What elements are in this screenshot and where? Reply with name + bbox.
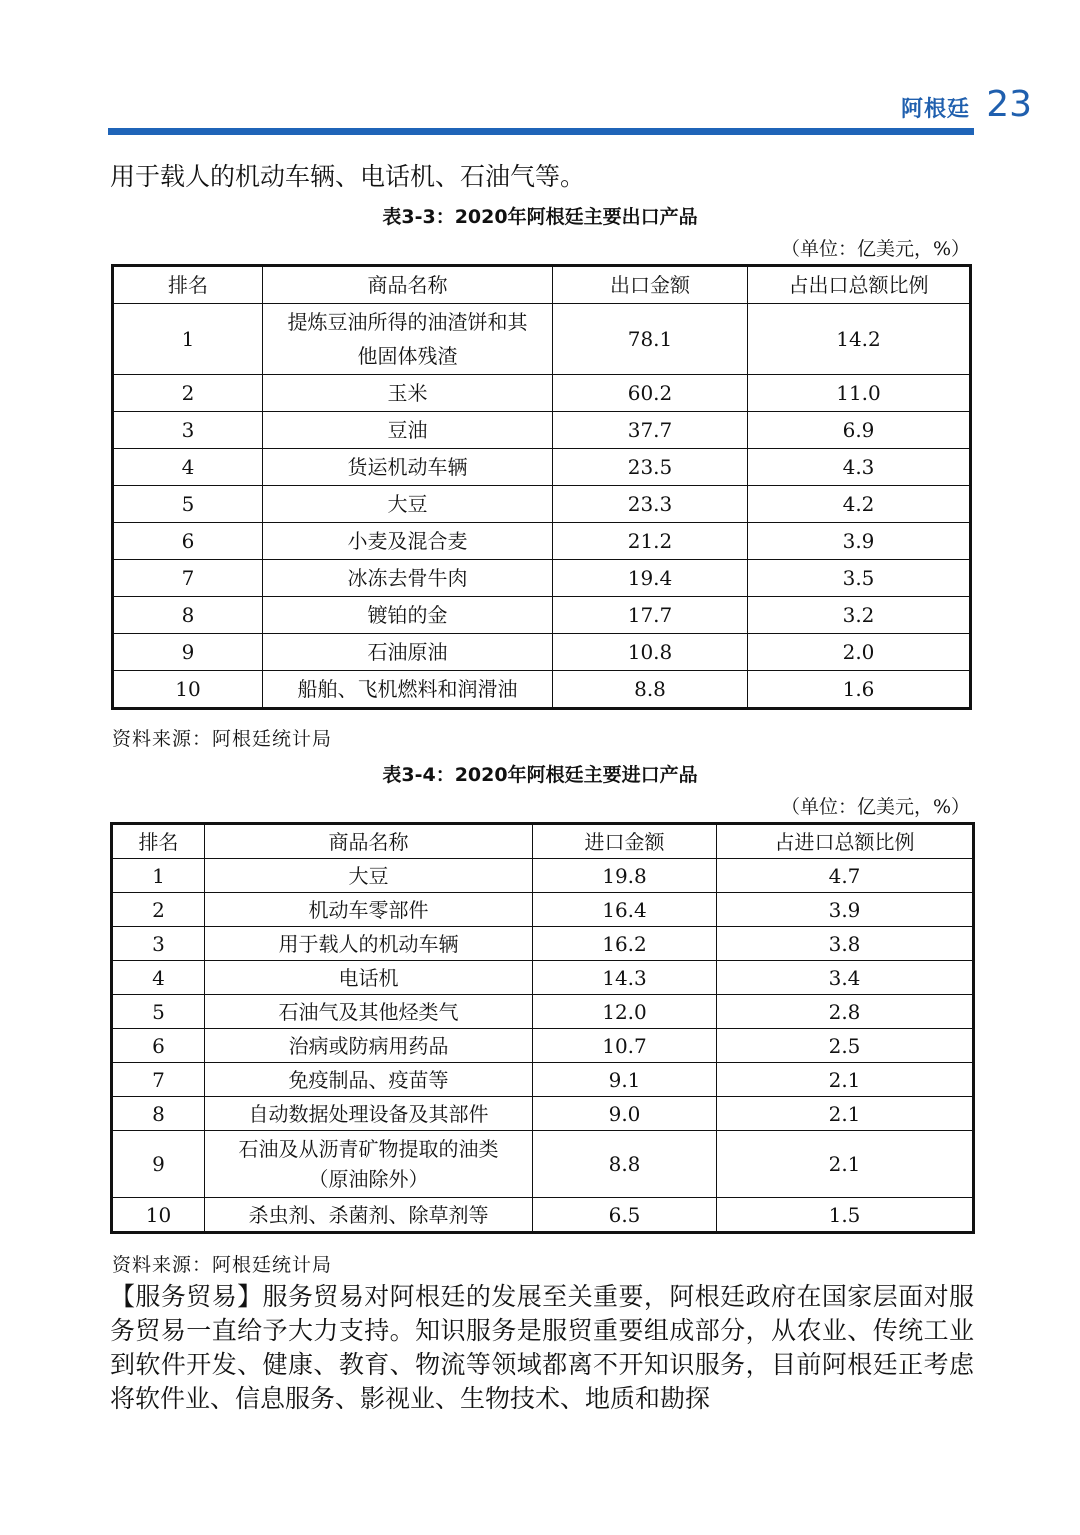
cell-rank: 2 bbox=[112, 893, 205, 927]
cell-share: 2.5 bbox=[717, 1029, 974, 1063]
col-header-product: 商品名称 bbox=[263, 266, 553, 304]
header-rule bbox=[108, 128, 974, 135]
import-table bbox=[110, 822, 975, 1234]
cell-share: 1.6 bbox=[748, 671, 971, 709]
table-row bbox=[112, 1029, 974, 1063]
cell-amount: 9.1 bbox=[533, 1063, 717, 1097]
table-row bbox=[113, 449, 971, 486]
table1-source: 资料来源：阿根廷统计局 bbox=[112, 728, 333, 750]
cell-share: 4.7 bbox=[717, 859, 974, 893]
cell-amount: 9.0 bbox=[533, 1097, 717, 1131]
table-row bbox=[112, 1063, 974, 1097]
cell-rank: 5 bbox=[113, 486, 263, 523]
cell-rank: 4 bbox=[112, 961, 205, 995]
table-row bbox=[112, 893, 974, 927]
cell-product: 治病或防病用药品 bbox=[205, 1029, 533, 1063]
intro-line: 用于载人的机动车辆、电话机、石油气等。 bbox=[110, 162, 586, 191]
cell-amount: 8.8 bbox=[553, 671, 748, 709]
table-row bbox=[112, 1198, 974, 1233]
cell-share: 2.0 bbox=[748, 634, 971, 671]
col-header-share: 占出口总额比例 bbox=[748, 266, 971, 304]
cell-amount: 19.4 bbox=[553, 560, 748, 597]
cell-amount: 37.7 bbox=[553, 412, 748, 449]
cell-product: 大豆 bbox=[263, 486, 553, 523]
table-row bbox=[113, 671, 971, 709]
cell-rank: 6 bbox=[113, 523, 263, 560]
table-row bbox=[113, 486, 971, 523]
cell-amount: 10.7 bbox=[533, 1029, 717, 1063]
cell-share: 1.5 bbox=[717, 1198, 974, 1233]
cell-amount: 16.4 bbox=[533, 893, 717, 927]
table1-unit: （单位：亿美元，%） bbox=[780, 238, 970, 260]
cell-share: 2.1 bbox=[717, 1063, 974, 1097]
cell-product: 玉米 bbox=[263, 375, 553, 412]
cell-rank: 7 bbox=[113, 560, 263, 597]
header-title: 阿根廷 bbox=[900, 97, 970, 122]
cell-amount: 19.8 bbox=[533, 859, 717, 893]
cell-product: 大豆 bbox=[205, 859, 533, 893]
cell-rank: 10 bbox=[112, 1198, 205, 1233]
cell-product: 用于载人的机动车辆 bbox=[205, 927, 533, 961]
table-row bbox=[112, 995, 974, 1029]
cell-product: 镀铂的金 bbox=[263, 597, 553, 634]
cell-product: 石油原油 bbox=[263, 634, 553, 671]
cell-amount: 14.3 bbox=[533, 961, 717, 995]
table-header-row bbox=[113, 266, 971, 304]
table-row bbox=[113, 634, 971, 671]
cell-rank: 9 bbox=[113, 634, 263, 671]
cell-share: 14.2 bbox=[748, 304, 971, 375]
cell-rank: 9 bbox=[112, 1131, 205, 1198]
cell-share: 11.0 bbox=[748, 375, 971, 412]
col-header-product: 商品名称 bbox=[205, 824, 533, 859]
col-header-amount: 出口金额 bbox=[553, 266, 748, 304]
cell-product: 石油气及其他烃类气 bbox=[205, 995, 533, 1029]
table2-source: 资料来源：阿根廷统计局 bbox=[112, 1254, 333, 1276]
table-row bbox=[112, 859, 974, 893]
cell-amount: 12.0 bbox=[533, 995, 717, 1029]
table-row bbox=[113, 560, 971, 597]
cell-share: 3.9 bbox=[748, 523, 971, 560]
cell-share: 3.8 bbox=[717, 927, 974, 961]
cell-product: 豆油 bbox=[263, 412, 553, 449]
cell-amount: 6.5 bbox=[533, 1198, 717, 1233]
table2-unit: （单位：亿美元，%） bbox=[780, 796, 970, 818]
cell-share: 3.9 bbox=[717, 893, 974, 927]
cell-rank: 8 bbox=[113, 597, 263, 634]
cell-product: 货运机动车辆 bbox=[263, 449, 553, 486]
cell-product: 石油及从沥青矿物提取的油类（原油除外） bbox=[205, 1131, 533, 1198]
cell-share: 6.9 bbox=[748, 412, 971, 449]
cell-rank: 3 bbox=[113, 412, 263, 449]
cell-rank: 10 bbox=[113, 671, 263, 709]
table-row bbox=[113, 597, 971, 634]
cell-share: 2.1 bbox=[717, 1097, 974, 1131]
cell-product: 船舶、飞机燃料和润滑油 bbox=[263, 671, 553, 709]
cell-amount: 10.8 bbox=[553, 634, 748, 671]
cell-product: 杀虫剂、杀菌剂、除草剂等 bbox=[205, 1198, 533, 1233]
cell-rank: 3 bbox=[112, 927, 205, 961]
cell-product: 提炼豆油所得的油渣饼和其他固体残渣 bbox=[263, 304, 553, 375]
cell-rank: 1 bbox=[112, 859, 205, 893]
cell-share: 4.2 bbox=[748, 486, 971, 523]
table-row bbox=[112, 927, 974, 961]
cell-product: 免疫制品、疫苗等 bbox=[205, 1063, 533, 1097]
table-row bbox=[113, 412, 971, 449]
cell-share: 3.4 bbox=[717, 961, 974, 995]
cell-amount: 17.7 bbox=[553, 597, 748, 634]
cell-rank: 7 bbox=[112, 1063, 205, 1097]
service-trade-paragraph: 【服务贸易】服务贸易对阿根廷的发展至关重要，阿根廷政府在国家层面对服务贸易一直给予大力支持。知识服务是服贸重要组成部分，从农业、传统工业到软件开发、健康、教育、物流等领域都离不开知识服务，目前阿根廷正考虑将软件业、信息服务、影视业、生物技术、地质和勘探 bbox=[110, 1282, 974, 1413]
cell-amount: 8.8 bbox=[533, 1131, 717, 1198]
cell-rank: 1 bbox=[113, 304, 263, 375]
table1-caption: 表3-3：2020年阿根廷主要出口产品 bbox=[382, 206, 698, 228]
cell-product: 机动车零部件 bbox=[205, 893, 533, 927]
cell-amount: 21.2 bbox=[553, 523, 748, 560]
cell-rank: 5 bbox=[112, 995, 205, 1029]
col-header-rank: 排名 bbox=[113, 266, 263, 304]
cell-product: 小麦及混合麦 bbox=[263, 523, 553, 560]
table-row bbox=[113, 375, 971, 412]
cell-rank: 4 bbox=[113, 449, 263, 486]
cell-product: 自动数据处理设备及其部件 bbox=[205, 1097, 533, 1131]
col-header-rank: 排名 bbox=[112, 824, 205, 859]
table-row bbox=[113, 523, 971, 560]
table-row bbox=[112, 961, 974, 995]
cell-share: 4.3 bbox=[748, 449, 971, 486]
table2-caption: 表3-4：2020年阿根廷主要进口产品 bbox=[382, 764, 698, 786]
cell-share: 2.8 bbox=[717, 995, 974, 1029]
cell-amount: 16.2 bbox=[533, 927, 717, 961]
cell-share: 3.5 bbox=[748, 560, 971, 597]
table-header-row bbox=[112, 824, 974, 859]
table-row bbox=[112, 1097, 974, 1131]
page-number: 23 bbox=[986, 84, 1032, 125]
cell-amount: 23.5 bbox=[553, 449, 748, 486]
cell-share: 2.1 bbox=[717, 1131, 974, 1198]
cell-rank: 8 bbox=[112, 1097, 205, 1131]
col-header-amount: 进口金额 bbox=[533, 824, 717, 859]
cell-rank: 6 bbox=[112, 1029, 205, 1063]
cell-rank: 2 bbox=[113, 375, 263, 412]
cell-product: 电话机 bbox=[205, 961, 533, 995]
export-table bbox=[111, 264, 972, 710]
cell-amount: 23.3 bbox=[553, 486, 748, 523]
table-row bbox=[113, 304, 971, 375]
cell-share: 3.2 bbox=[748, 597, 971, 634]
cell-product: 冰冻去骨牛肉 bbox=[263, 560, 553, 597]
cell-amount: 78.1 bbox=[553, 304, 748, 375]
table-row bbox=[112, 1131, 974, 1198]
cell-amount: 60.2 bbox=[553, 375, 748, 412]
col-header-share: 占进口总额比例 bbox=[717, 824, 974, 859]
